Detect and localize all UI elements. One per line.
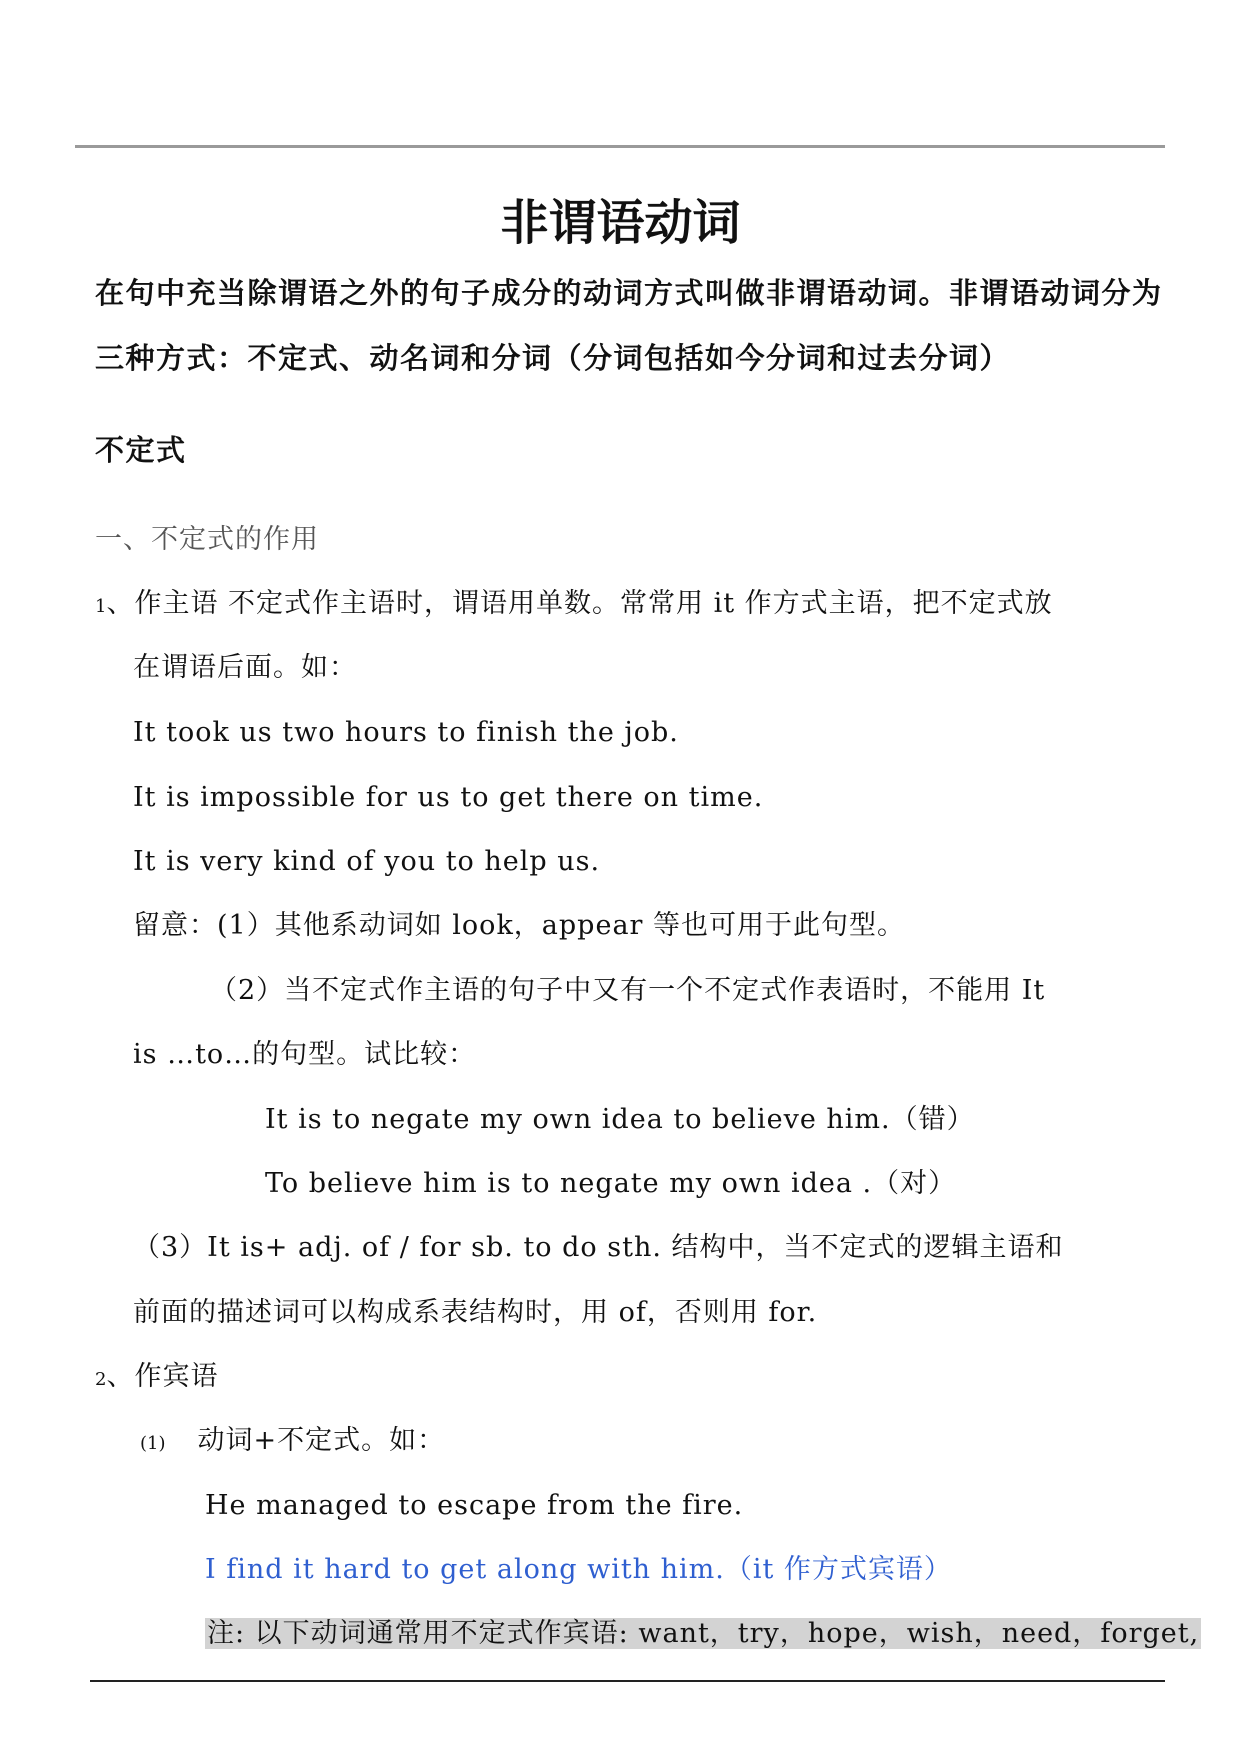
footer-rule xyxy=(90,1680,1165,1682)
item-2-sub-text: 动词+不定式。如： xyxy=(197,1425,446,1456)
note-2-line-2: is …to…的句型。试比较： xyxy=(133,1039,477,1070)
example-sentence: It is very kind of you to help us. xyxy=(133,846,601,877)
item-1-text: 、作主语 不定式作主语时，谓语用单数。常常用 it 作方式主语，把不定式放 xyxy=(106,588,1053,619)
item-2-number: 2 xyxy=(95,1369,107,1390)
item-1-line-2: 在谓语后面。如： xyxy=(133,652,357,683)
sub-heading: 一、不定式的作用 xyxy=(95,524,319,555)
note-3-line-2: 前面的描述词可以构成系表结构时，用 of，否则用 for. xyxy=(133,1297,818,1328)
intro-line-1: 在句中充当除谓语之外的句子成分的动词方式叫做非谓语动词。非谓语动词分为 xyxy=(95,276,1163,310)
header-rule xyxy=(75,145,1165,148)
compare-sentence-right: To believe him is to negate my own idea .（对） xyxy=(265,1168,957,1199)
item-1-line-1 xyxy=(95,584,1053,627)
example-sentence: It is impossible for us to get there on time. xyxy=(133,782,764,813)
verbs-note-text: 注: 以下动词通常用不定式作宾语: want，try，hope，wish，need，forget, xyxy=(207,1618,1200,1649)
item-1-number: 1 xyxy=(95,596,107,617)
section-heading: 不定式 xyxy=(95,433,187,467)
note-1: 留意：(1）其他系动词如 look，appear 等也可用于此句型。 xyxy=(133,910,906,941)
item-2-heading xyxy=(95,1357,218,1400)
verbs-note xyxy=(205,1614,1201,1654)
note-3-line-1: （3）It is+ adj. of / for sb. to do sth. 结构中，当不定式的逻辑主语和 xyxy=(133,1232,1064,1263)
document-title: 非谓语动词 xyxy=(500,195,741,251)
note-2-line-1: （2）当不定式作主语的句子中又有一个不定式作表语时，不能用 It xyxy=(210,975,1046,1006)
example-sentence: It took us two hours to finish the job. xyxy=(133,717,679,748)
compare-sentence-wrong: It is to negate my own idea to believe him.（错） xyxy=(265,1104,975,1135)
item-2-sub-number: (1) xyxy=(140,1433,166,1454)
item-2-sub-heading xyxy=(140,1421,445,1464)
example-sentence: He managed to escape from the fire. xyxy=(205,1490,744,1521)
intro-line-2: 三种方式：不定式、动名词和分词（分词包括如今分词和过去分词） xyxy=(95,341,1011,375)
item-2-text: 、作宾语 xyxy=(106,1361,219,1392)
example-sentence-highlighted: I find it hard to get along with him.（it 作方式宾语） xyxy=(205,1554,952,1585)
